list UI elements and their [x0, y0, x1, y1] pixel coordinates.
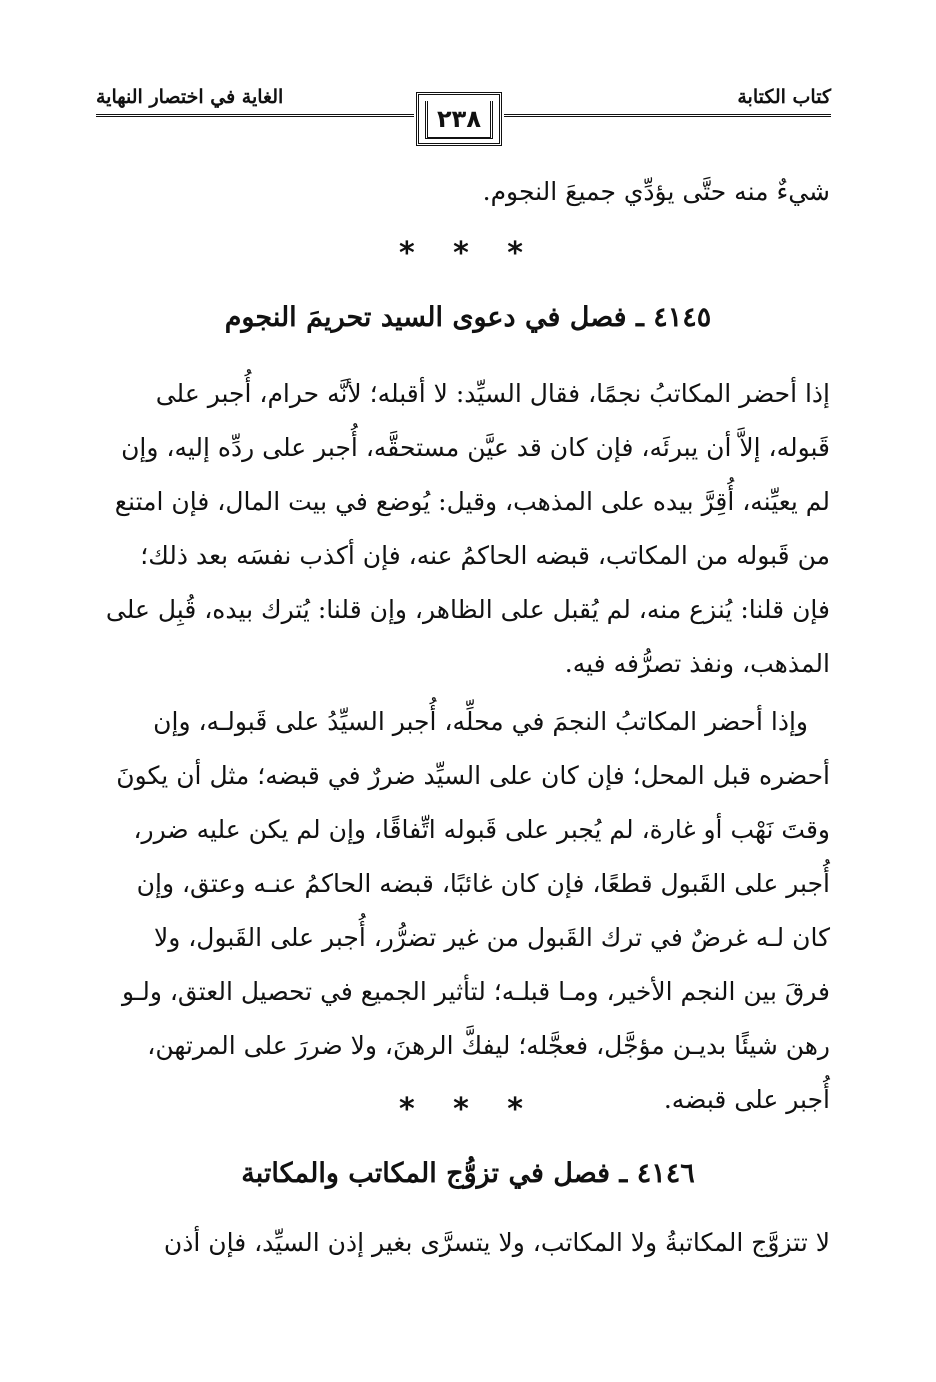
header-rule-left — [96, 114, 414, 117]
section-body — [104, 1216, 830, 1270]
section-heading: ٤١٤٥ ـ فصل في دعوى السيد تحريمَ النجوم — [224, 302, 712, 333]
chapter-title: كتاب الكتابة — [737, 86, 831, 108]
opening-line: شيءٌ منه حتَّى يؤدِّي جميعَ النجوم. — [482, 177, 830, 206]
section-separator: * * * — [399, 236, 537, 271]
book-title: الغاية في اختصار النهاية — [96, 86, 284, 108]
section-body — [104, 367, 830, 1127]
section-separator: * * * — [399, 1092, 537, 1127]
paragraph: لا تتزوَّج المكاتبةُ ولا المكاتب، ولا يتسرَّى بغير إذن السيِّد، فإن أذن — [163, 1228, 830, 1257]
page-number-frame — [416, 92, 502, 146]
header-rule-right — [504, 114, 831, 117]
section-heading: ٤١٤٦ ـ فصل في تزوُّج المكاتب والمكاتبة — [241, 1158, 695, 1189]
paragraph: وإذا أحضر المكاتبُ النجمَ في محلِّه، أُجبر السيِّدُ على قَبولـه، وإن أحضره قبل المحل؛ فإن كان على السيِّد ضررٌ في قبضه؛ مثل أن يكونَ وقتَ نَهْب أو غارة، لم يُجبر على قَبوله اتِّفاقًا، وإن لم يكن عليه ضرر، أُجبر على القَبول قطعًا، فإن كان غائبًا، قبضه الحاكمُ عنـه وعتق، وإن كان لـه غرضٌ في ترك القَبول من غير تضرُّر، أُجبر على القَبول، ولا فرقَ بين النجم الأخير، ومـا قبلـه؛ لتأثير الجميع في تحصيل العتق، ولـو رهن شيئًا بديـن مؤجَّل، فعجَّله؛ ليفكَّ الرهنَ، ولا ضررَ على المرتهن، أُجبر على قبضه. — [116, 707, 830, 1114]
paragraph: إذا أحضر المكاتبُ نجمًا، فقال السيِّد: لا أقبله؛ لأنَّه حرام، أُجبر على قَبوله، إلاَّ أن يبرئَه، فإن كان قد عيَّن مستحقَّه، أُجبر على ردِّه إليه، وإن لم يعيِّنه، أُقِرَّ بيده على المذهب، وقيل: يُوضع في بيت المال، فإن امتنع من قَبوله من المكاتب، قبضه الحاكمُ عنه، فإن أكذب نفسَه بعد ذلك؛ فإن قلنا: يُنزع منه، لم يُقبل على الظاهر، وإن قلنا: يُترك بيده، قُبِل على المذهب، ونفذ تصرُّفه فيه. — [105, 379, 830, 678]
running-header — [96, 84, 831, 148]
continuation-text — [104, 165, 830, 219]
page-number: ٢٣٨ — [437, 105, 481, 133]
